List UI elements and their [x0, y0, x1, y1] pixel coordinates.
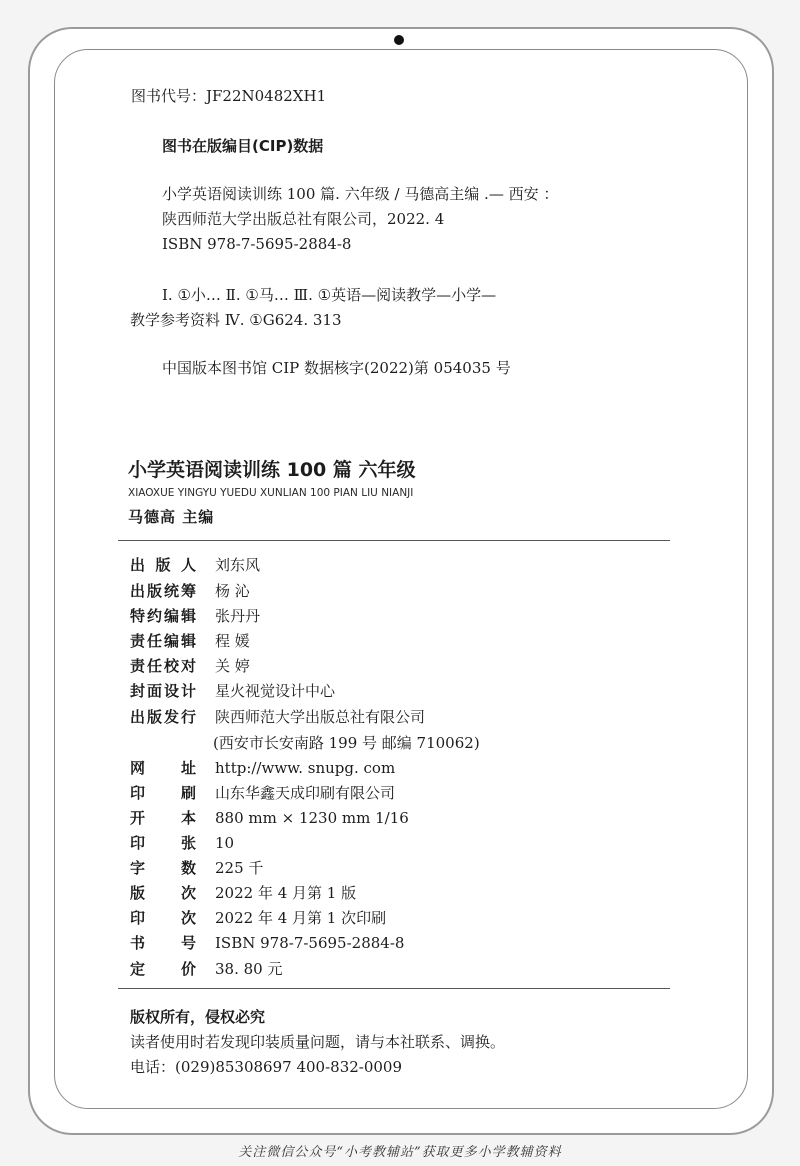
cip-class-line-1: Ⅰ. ①小… Ⅱ. ①马… Ⅲ. ①英语—阅读教学—小学— [162, 286, 497, 304]
publisher-address: (西安市长安南路 199 号 邮编 710062) [213, 734, 480, 752]
contact-phone: 电话：(029)85308697 400-832-0009 [130, 1058, 403, 1076]
credit-value: 刘东风 [215, 556, 261, 574]
cip-class-line-2: 教学参考资料 Ⅳ. ①G624. 313 [130, 311, 342, 329]
divider-top [118, 540, 670, 541]
copyright-notice: 版权所有，侵权必究 [130, 1008, 266, 1026]
credit-value: 陕西师范大学出版总社有限公司 [215, 708, 426, 726]
contact-note: 读者使用时若发现印装质量问题，请与本社联系、调换。 [130, 1033, 506, 1051]
credit-label: 印 次 [130, 909, 196, 927]
cip-line-2: 陕西师范大学出版总社有限公司，2022. 4 [162, 210, 445, 228]
cip-line-1: 小学英语阅读训练 100 篇. 六年级 / 马德高主编 .— 西安 ： [162, 185, 559, 203]
credit-label: 开 本 [130, 809, 196, 827]
credit-label: 字 数 [130, 859, 196, 877]
credit-value: 张丹丹 [215, 607, 261, 625]
book-title: 小学英语阅读训练 100 篇 六年级 [128, 459, 416, 481]
credit-value: 10 [215, 834, 235, 852]
cip-isbn: ISBN 978-7-5695-2884-8 [162, 235, 352, 253]
camera-dot [394, 35, 404, 45]
credit-value: 225 千 [215, 859, 264, 877]
credit-value: 星火视觉设计中心 [215, 682, 336, 700]
credit-label: 出 版 发 行 [130, 708, 196, 726]
credit-value: 山东华鑫天成印刷有限公司 [215, 784, 396, 802]
credit-value: ISBN 978-7-5695-2884-8 [215, 934, 405, 952]
credit-label: 印 张 [130, 834, 196, 852]
credit-label: 印 刷 [130, 784, 196, 802]
credit-label: 出 版 人 [130, 556, 196, 574]
divider-bottom [118, 988, 670, 989]
credit-label: 书 号 [130, 934, 196, 952]
credit-label: 出 版 统 筹 [130, 582, 196, 600]
credit-label: 版 次 [130, 884, 196, 902]
credit-label: 封 面 设 计 [130, 682, 196, 700]
credit-value: 关 婷 [215, 657, 250, 675]
credit-label: 特 约 编 辑 [130, 607, 196, 625]
credit-value: 880 mm × 1230 mm 1/16 [215, 809, 409, 827]
credit-label: 网 址 [130, 759, 196, 777]
cip-verify: 中国版本图书馆 CIP 数据核字(2022)第 054035 号 [162, 359, 511, 377]
credit-value: 程 媛 [215, 632, 250, 650]
chief-editor: 马德高 主编 [128, 508, 215, 526]
book-code: 图书代号：JF22N0482XH1 [131, 87, 327, 105]
book-title-pinyin: XIAOXUE YINGYU YUEDU XUNLIAN 100 PIAN LIU NIANJI [128, 487, 414, 499]
credit-value: 2022 年 4 月第 1 版 [215, 884, 357, 902]
website-link: http://www. snupg. com [215, 759, 396, 777]
cip-heading: 图书在版编目(CIP)数据 [162, 137, 324, 155]
credit-value: 38. 80 元 [215, 960, 283, 978]
credit-value: 2022 年 4 月第 1 次印刷 [215, 909, 387, 927]
credit-label: 责 任 校 对 [130, 657, 196, 675]
credit-label: 责 任 编 辑 [130, 632, 196, 650]
credit-value: 杨 沁 [215, 582, 250, 600]
credit-label: 定 价 [130, 960, 196, 978]
footer-watermark: 关注微信公众号“小考教辅站”获取更多小学教辅资料 [238, 1145, 562, 1160]
